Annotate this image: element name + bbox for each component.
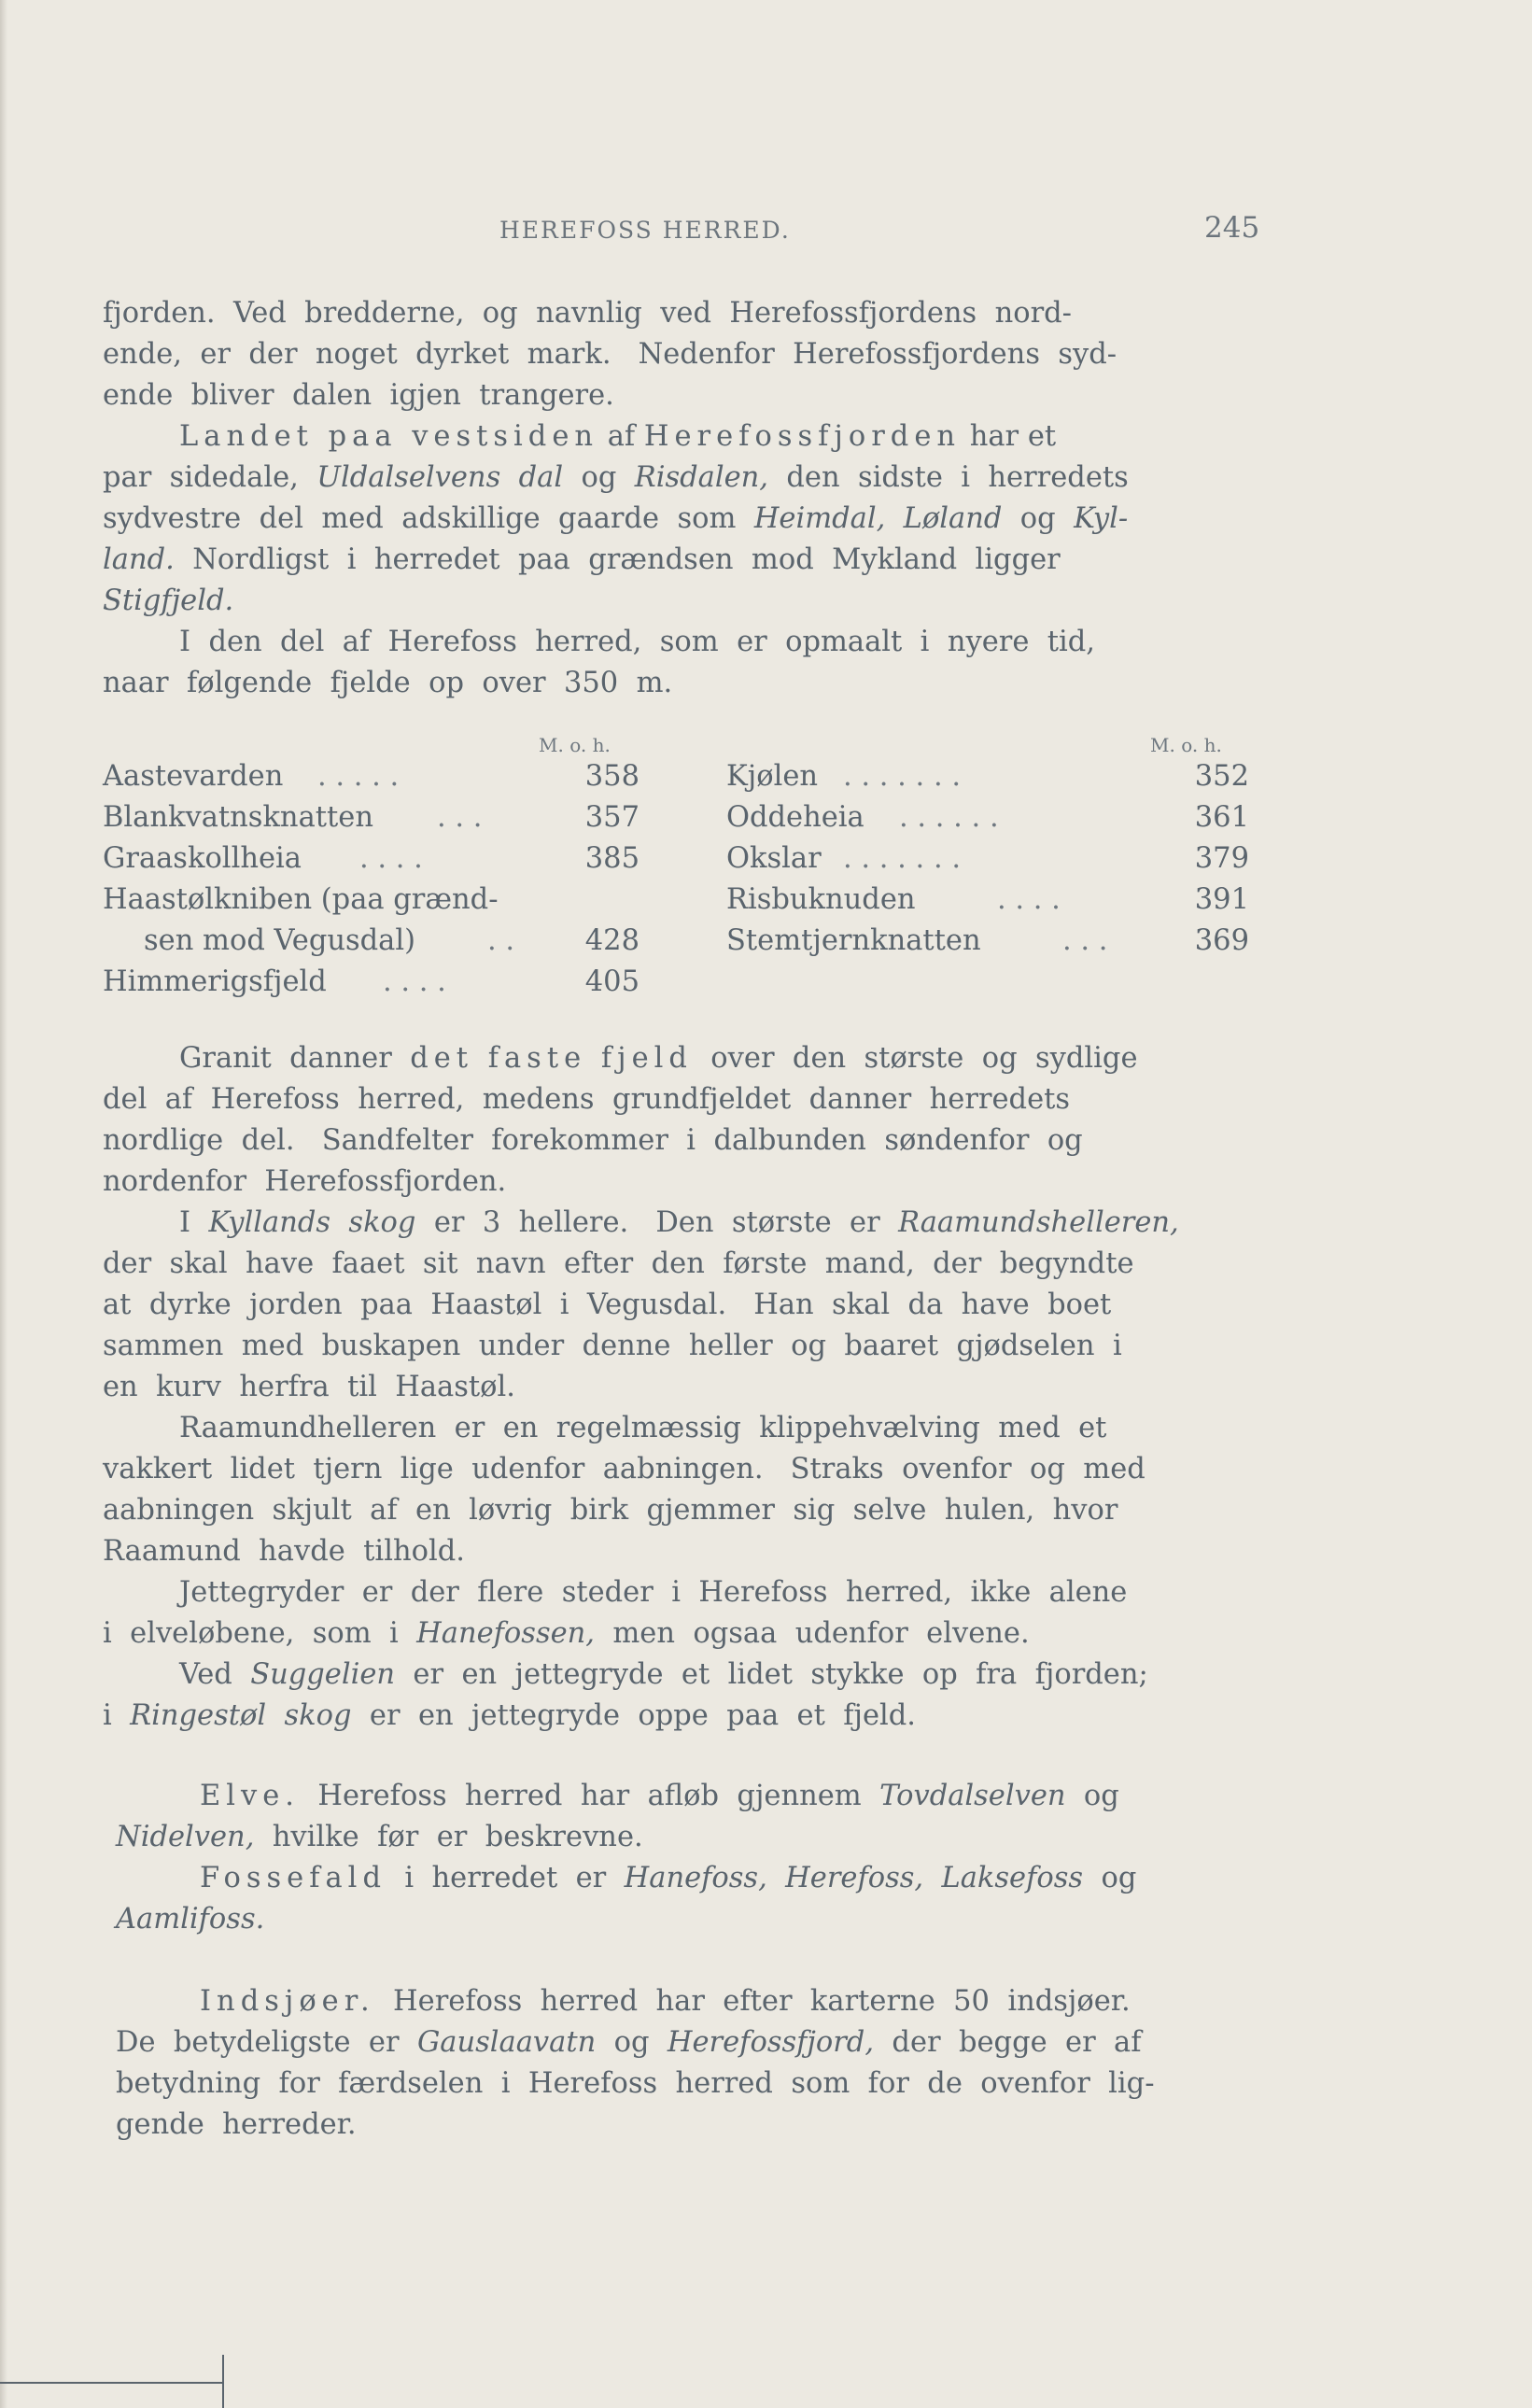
table-row: Okslar . . . . . . . 379	[726, 842, 1249, 875]
text-line: i Ringestøl skog er en jettegryde oppe paa et fjeld.	[103, 1699, 916, 1732]
text-line: nordenfor Herefossfjorden.	[103, 1165, 507, 1198]
text-line: Landet paa vestsiden af Herefossfjorden har et	[179, 420, 1057, 453]
table-row: Risbuknuden . . . . 391	[726, 883, 1249, 916]
text-line: land. Nordligst i herredet paa grændsen mod Mykland ligger	[103, 543, 1061, 576]
text-line: par sidedale, Uldalselvens dal og Risdalen, den sidste i herredets	[103, 461, 1129, 494]
table-row: Aastevarden . . . . . 358	[103, 760, 640, 793]
table-row: sen mod Vegusdal) . . 428	[144, 924, 640, 957]
text-line: Fossefald i herredet er Hanefoss, Herefoss, Laksefoss og	[200, 1862, 1137, 1894]
text-line: en kurv herfra til Haastøl.	[103, 1371, 515, 1403]
text-line: Raamundhelleren er en regelmæssig klippehvælving med et	[179, 1412, 1107, 1444]
text-line: aabningen skjult af en løvrig birk gjemmer sig selve hulen, hvor	[103, 1494, 1118, 1527]
unit-label-right: M. o. h.	[1150, 734, 1222, 756]
text-line: sydvestre del med adskillige gaarde som Heimdal, Løland og Kyl-	[103, 502, 1129, 535]
table-row: Blankvatnsknatten . . . 357	[103, 801, 640, 834]
text-line: Raamund havde tilhold.	[103, 1535, 465, 1568]
text-line: Aamlifoss.	[116, 1903, 265, 1936]
text-line: gende herreder.	[116, 2108, 357, 2141]
running-head: HEREFOSS HERRED.	[499, 217, 791, 244]
text-line: ende, er der noget dyrket mark. Nedenfor Herefossfjordens syd-	[103, 338, 1117, 371]
text-line: naar følgende fjelde op over 350 m.	[103, 667, 673, 699]
text-line: Jettegryder er der flere steder i Herefoss herred, ikke alene	[179, 1576, 1128, 1609]
text-line: sammen med buskapen under denne heller og baaret gjødselen i	[103, 1330, 1122, 1362]
text-line: nordlige del. Sandfelter forekommer i dalbunden søndenfor og	[103, 1124, 1083, 1157]
text-line: Indsjøer. Herefoss herred har efter karterne 50 indsjøer.	[200, 1985, 1131, 2018]
table-row: Kjølen . . . . . . . 352	[726, 760, 1249, 793]
heights-column-left	[103, 756, 640, 1008]
text-line: Nidelven, hvilke før er beskrevne.	[116, 1821, 643, 1853]
text-line: Ved Suggelien er en jettegryde et lidet stykke op fra fjorden;	[179, 1658, 1148, 1691]
heights-column-right	[726, 756, 1249, 971]
bottom-tick	[222, 2355, 224, 2408]
text-line: vakkert lidet tjern lige udenfor aabningen. Straks ovenfor og med	[103, 1453, 1145, 1486]
unit-label-left: M. o. h.	[539, 734, 611, 756]
page-number: 245	[1204, 211, 1260, 245]
table-row: Oddeheia . . . . . . 361	[726, 801, 1249, 834]
table-row: Graaskollheia . . . . 385	[103, 842, 640, 875]
table-row: Stemtjernknatten . . . 369	[726, 924, 1249, 957]
table-row: Haastølkniben (paa grænd-	[103, 883, 499, 916]
text-line: Stigfjeld.	[103, 584, 234, 617]
text-line: De betydeligste er Gauslaavatn og Herefossfjord, der begge er af	[116, 2026, 1142, 2059]
text-line: i elveløbene, som i Hanefossen, men ogsaa udenfor elvene.	[103, 1617, 1030, 1650]
text-line: ende bliver dalen igjen trangere.	[103, 379, 614, 412]
table-row: Himmerigsfjeld . . . . 405	[103, 965, 640, 998]
text-line: del af Herefoss herred, medens grundfjeldet danner herredets	[103, 1083, 1071, 1116]
text-line: fjorden. Ved bredderne, og navnlig ved Herefossfjordens nord-	[103, 297, 1072, 330]
text-line: betydning for færdselen i Herefoss herred som for de ovenfor lig-	[116, 2067, 1155, 2100]
text-line: Elve. Herefoss herred har afløb gjennem Tovdalselven og	[200, 1780, 1119, 1812]
text-line: der skal have faaet sit navn efter den første mand, der begyndte	[103, 1247, 1134, 1280]
text-line: at dyrke jorden paa Haastøl i Vegusdal. Han skal da have boet	[103, 1288, 1112, 1321]
text-line: I Kyllands skog er 3 hellere. Den største er Raamundshelleren,	[179, 1206, 1179, 1239]
text-line: Granit danner det faste fjeld over den største og sydlige	[179, 1042, 1138, 1075]
bottom-rule	[0, 2382, 222, 2384]
page-edge	[0, 0, 7, 2408]
text-line: I den del af Herefoss herred, som er opmaalt i nyere tid,	[179, 626, 1096, 658]
